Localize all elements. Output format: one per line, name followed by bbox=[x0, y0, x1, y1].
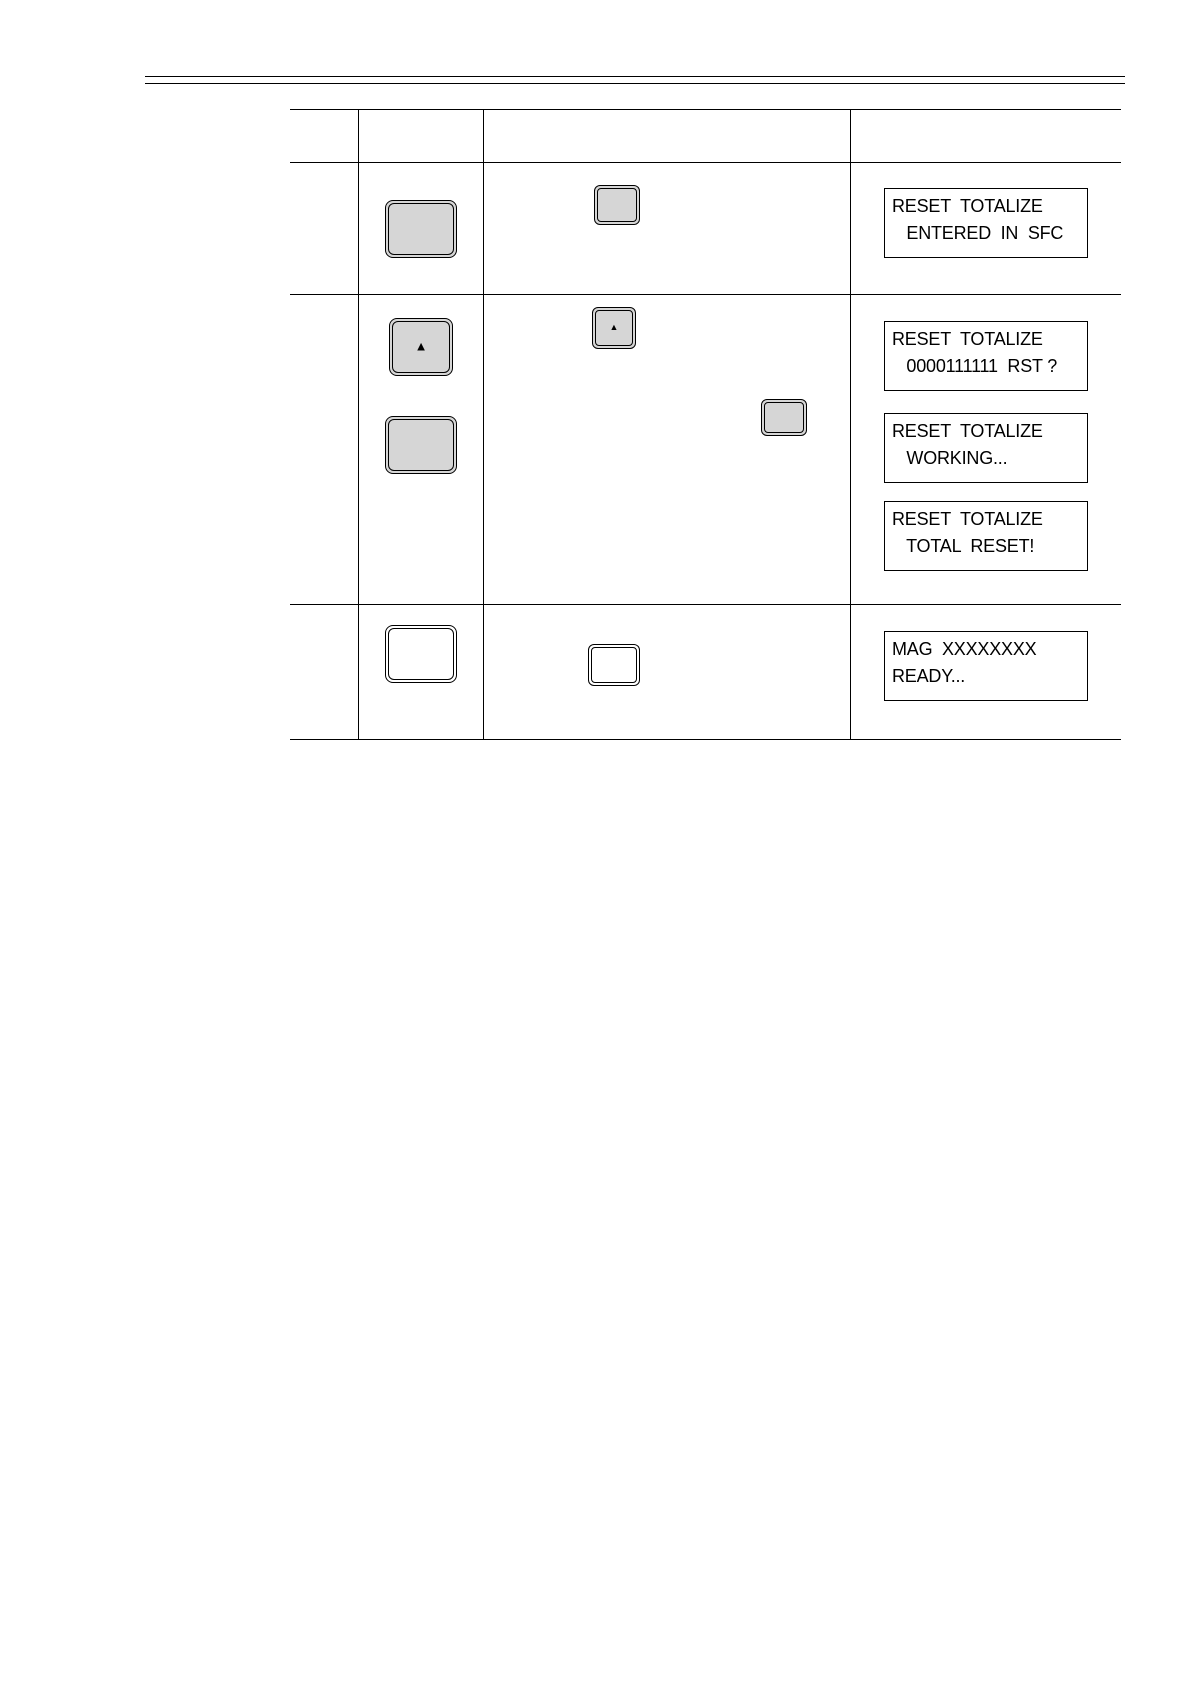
up-arrow-key-inline bbox=[592, 307, 636, 349]
up-arrow-key[interactable] bbox=[389, 318, 453, 376]
table-column-divider bbox=[850, 109, 851, 740]
lcd-line-2: 0000111111 RST ? bbox=[892, 356, 1058, 376]
table-row-divider bbox=[290, 604, 1121, 605]
enter-key[interactable] bbox=[385, 416, 457, 474]
table-top-line bbox=[290, 109, 1121, 110]
lcd-display bbox=[884, 413, 1088, 483]
table-bottom-line bbox=[290, 739, 1121, 740]
enter-key-inline bbox=[594, 185, 640, 225]
clear-key-inline bbox=[588, 644, 640, 686]
lcd-display bbox=[884, 631, 1088, 701]
enter-key-inline bbox=[761, 399, 807, 436]
header-rule-bottom bbox=[145, 83, 1125, 84]
lcd-line-1: RESET TOTALIZE bbox=[892, 196, 1043, 216]
lcd-display bbox=[884, 321, 1088, 391]
lcd-line-2: ENTERED IN SFC bbox=[892, 223, 1064, 243]
lcd-line-1: RESET TOTALIZE bbox=[892, 421, 1043, 441]
lcd-display bbox=[884, 188, 1088, 258]
lcd-line-1: RESET TOTALIZE bbox=[892, 509, 1043, 529]
table-column-divider bbox=[483, 109, 484, 740]
header-rule-top bbox=[145, 76, 1125, 77]
up-arrow-icon: ▲ bbox=[414, 338, 428, 354]
lcd-line-1: MAG XXXXXXXX bbox=[892, 639, 1037, 659]
table-row-divider bbox=[290, 294, 1121, 295]
enter-key[interactable] bbox=[385, 200, 457, 258]
lcd-line-2: READY... bbox=[892, 666, 966, 686]
up-arrow-icon: ▲ bbox=[609, 321, 619, 332]
lcd-line-1: RESET TOTALIZE bbox=[892, 329, 1043, 349]
table-column-divider bbox=[358, 109, 359, 740]
table-header-line bbox=[290, 162, 1121, 163]
lcd-display bbox=[884, 501, 1088, 571]
lcd-line-2: WORKING... bbox=[892, 448, 1008, 468]
clear-key[interactable] bbox=[385, 625, 457, 683]
lcd-line-2: TOTAL RESET! bbox=[892, 536, 1035, 556]
